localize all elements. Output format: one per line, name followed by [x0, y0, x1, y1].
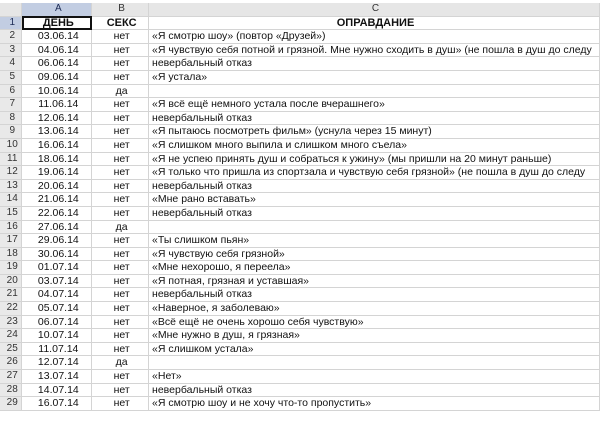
row-number[interactable]: 28 [0, 383, 22, 397]
column-header-b[interactable]: B [92, 3, 149, 16]
row-number[interactable]: 17 [0, 234, 22, 248]
sex-cell[interactable]: нет [92, 111, 149, 125]
row-number[interactable]: 22 [0, 302, 22, 316]
column-header-c[interactable]: C [149, 3, 600, 16]
row-number[interactable]: 15 [0, 206, 22, 220]
day-cell[interactable]: 12.07.14 [22, 356, 92, 370]
day-cell[interactable]: 19.06.14 [22, 166, 92, 180]
reason-cell[interactable]: «Я слишком много выпила и слишком много съела» [149, 138, 600, 152]
sex-header-cell[interactable]: СЕКС [92, 16, 149, 30]
row-number[interactable]: 8 [0, 111, 22, 125]
reason-cell[interactable]: «Я всё ещё немного устала после вчерашнего» [149, 98, 600, 112]
day-cell[interactable]: 13.07.14 [22, 370, 92, 384]
table-row [0, 206, 600, 220]
row-number[interactable]: 14 [0, 193, 22, 207]
column-header-a[interactable]: A [22, 3, 92, 16]
row-number[interactable]: 25 [0, 342, 22, 356]
row-number[interactable]: 11 [0, 152, 22, 166]
reason-cell[interactable]: «Я не успею принять душ и собраться к ужину» (мы пришли на 20 минут раньше) [149, 152, 600, 166]
sex-cell[interactable]: нет [92, 30, 149, 44]
reason-cell[interactable] [149, 220, 600, 234]
table-row [0, 315, 600, 329]
sex-cell[interactable]: нет [92, 329, 149, 343]
reason-cell[interactable]: «Я чувствую себя грязной» [149, 247, 600, 261]
reason-cell[interactable]: «Наверное, я заболеваю» [149, 302, 600, 316]
column-header-row [0, 3, 600, 16]
reason-cell[interactable]: «Я чувствую себя потной и грязной. Мне нужно сходить в душ» (не пошла в душ до следу [149, 43, 600, 57]
row-number[interactable]: 5 [0, 70, 22, 84]
day-cell[interactable]: 18.06.14 [22, 152, 92, 166]
reason-cell[interactable]: невербальный отказ [149, 111, 600, 125]
row-number[interactable]: 26 [0, 356, 22, 370]
day-cell[interactable]: 16.07.14 [22, 397, 92, 411]
sex-cell[interactable]: нет [92, 179, 149, 193]
sex-cell[interactable]: нет [92, 274, 149, 288]
day-cell[interactable]: 03.06.14 [22, 30, 92, 44]
row-number[interactable]: 3 [0, 43, 22, 57]
day-cell[interactable]: 04.06.14 [22, 43, 92, 57]
row-number[interactable]: 13 [0, 179, 22, 193]
table-row [0, 57, 600, 71]
row-number[interactable]: 24 [0, 329, 22, 343]
day-cell[interactable]: 20.06.14 [22, 179, 92, 193]
day-cell[interactable]: 30.06.14 [22, 247, 92, 261]
row-number[interactable]: 23 [0, 315, 22, 329]
row-number[interactable]: 27 [0, 370, 22, 384]
reason-cell[interactable]: «Я пытаюсь посмотреть фильм» (уснула через 15 минут) [149, 125, 600, 139]
sex-cell[interactable]: да [92, 356, 149, 370]
table-row [0, 356, 600, 370]
day-cell[interactable]: 04.07.14 [22, 288, 92, 302]
row-number[interactable]: 18 [0, 247, 22, 261]
reason-cell[interactable]: «Мне нехорошо, я переела» [149, 261, 600, 275]
day-header-cell[interactable]: ДЕНЬ [22, 16, 92, 30]
table-row [0, 193, 600, 207]
row-number[interactable]: 29 [0, 397, 22, 411]
sex-cell[interactable]: нет [92, 302, 149, 316]
sex-cell[interactable]: нет [92, 98, 149, 112]
reason-cell[interactable]: «Всё ещё не очень хорошо себя чувствую» [149, 315, 600, 329]
sex-cell[interactable]: нет [92, 342, 149, 356]
day-cell[interactable]: 12.06.14 [22, 111, 92, 125]
row-number[interactable]: 1 [0, 16, 22, 30]
row-number[interactable]: 12 [0, 166, 22, 180]
table-row [0, 247, 600, 261]
row-number[interactable]: 10 [0, 138, 22, 152]
row-number[interactable]: 4 [0, 57, 22, 71]
day-cell[interactable]: 21.06.14 [22, 193, 92, 207]
day-cell[interactable]: 03.07.14 [22, 274, 92, 288]
sex-cell[interactable]: нет [92, 166, 149, 180]
table-row [0, 288, 600, 302]
reason-cell[interactable]: «Мне нужно в душ, я грязная» [149, 329, 600, 343]
table-row [0, 397, 600, 411]
reason-cell[interactable]: «Нет» [149, 370, 600, 384]
reason-cell[interactable]: невербальный отказ [149, 57, 600, 71]
table-row [0, 125, 600, 139]
table-row [0, 179, 600, 193]
table-row [0, 234, 600, 248]
reason-cell[interactable]: невербальный отказ [149, 179, 600, 193]
row-number[interactable]: 6 [0, 84, 22, 98]
reason-cell[interactable]: «Ты слишком пьян» [149, 234, 600, 248]
table-row [0, 220, 600, 234]
table-row [0, 98, 600, 112]
row-number[interactable]: 21 [0, 288, 22, 302]
reason-cell[interactable] [149, 356, 600, 370]
table-row [0, 138, 600, 152]
table-row [0, 302, 600, 316]
day-cell[interactable]: 14.07.14 [22, 383, 92, 397]
day-cell[interactable]: 10.07.14 [22, 329, 92, 343]
reason-cell[interactable]: невербальный отказ [149, 383, 600, 397]
table-row [0, 30, 600, 44]
sex-cell[interactable]: нет [92, 43, 149, 57]
sex-cell[interactable]: нет [92, 315, 149, 329]
reason-cell[interactable] [149, 84, 600, 98]
reason-header-cell[interactable]: ОПРАВДАНИЕ [149, 16, 600, 30]
day-cell[interactable]: 16.06.14 [22, 138, 92, 152]
day-cell[interactable]: 09.06.14 [22, 70, 92, 84]
table-row [0, 111, 600, 125]
sex-cell[interactable]: нет [92, 125, 149, 139]
sex-cell[interactable]: нет [92, 247, 149, 261]
table-row [0, 70, 600, 84]
spreadsheet-grid [0, 3, 600, 411]
reason-cell[interactable]: «Я смотрю шоу» (повтор «Друзей») [149, 30, 600, 44]
table-row [0, 84, 600, 98]
reason-cell[interactable]: «Я устала» [149, 70, 600, 84]
header-row [0, 16, 600, 30]
sex-cell[interactable]: нет [92, 152, 149, 166]
day-cell[interactable]: 27.06.14 [22, 220, 92, 234]
sex-cell[interactable]: нет [92, 70, 149, 84]
sex-cell[interactable]: нет [92, 383, 149, 397]
sex-cell[interactable]: да [92, 220, 149, 234]
table-row [0, 166, 600, 180]
day-cell[interactable]: 11.06.14 [22, 98, 92, 112]
select-all-corner[interactable] [0, 3, 22, 16]
table-row [0, 370, 600, 384]
sex-cell[interactable]: нет [92, 288, 149, 302]
sex-cell[interactable]: нет [92, 193, 149, 207]
day-cell[interactable]: 05.07.14 [22, 302, 92, 316]
row-number[interactable]: 19 [0, 261, 22, 275]
day-cell[interactable]: 22.06.14 [22, 206, 92, 220]
reason-cell[interactable]: «Мне рано вставать» [149, 193, 600, 207]
table-row [0, 274, 600, 288]
reason-cell[interactable]: «Я смотрю шоу и не хочу что-то пропустить» [149, 397, 600, 411]
day-cell[interactable]: 06.06.14 [22, 57, 92, 71]
row-number[interactable]: 20 [0, 274, 22, 288]
sex-cell[interactable]: нет [92, 370, 149, 384]
table-row [0, 152, 600, 166]
table-row [0, 383, 600, 397]
row-number[interactable]: 7 [0, 98, 22, 112]
row-number[interactable]: 2 [0, 30, 22, 44]
sex-cell[interactable]: нет [92, 206, 149, 220]
sex-cell[interactable]: нет [92, 57, 149, 71]
reason-cell[interactable]: «Я только что пришла из спортзала и чувствую себя грязной» (не пошла в душ до следу [149, 166, 600, 180]
reason-cell[interactable]: невербальный отказ [149, 206, 600, 220]
data-rows [0, 30, 600, 411]
day-cell[interactable]: 13.06.14 [22, 125, 92, 139]
row-number[interactable]: 16 [0, 220, 22, 234]
table-row [0, 329, 600, 343]
sex-cell[interactable]: нет [92, 234, 149, 248]
reason-cell[interactable]: невербальный отказ [149, 288, 600, 302]
table-row [0, 342, 600, 356]
day-cell[interactable]: 01.07.14 [22, 261, 92, 275]
table-row [0, 43, 600, 57]
day-cell[interactable]: 10.06.14 [22, 84, 92, 98]
sex-cell[interactable]: да [92, 84, 149, 98]
day-cell[interactable]: 06.07.14 [22, 315, 92, 329]
sex-cell[interactable]: нет [92, 397, 149, 411]
row-number[interactable]: 9 [0, 125, 22, 139]
sex-cell[interactable]: нет [92, 138, 149, 152]
reason-cell[interactable]: «Я слишком устала» [149, 342, 600, 356]
day-cell[interactable]: 29.06.14 [22, 234, 92, 248]
table-row [0, 261, 600, 275]
reason-cell[interactable]: «Я потная, грязная и уставшая» [149, 274, 600, 288]
sex-cell[interactable]: нет [92, 261, 149, 275]
day-cell[interactable]: 11.07.14 [22, 342, 92, 356]
